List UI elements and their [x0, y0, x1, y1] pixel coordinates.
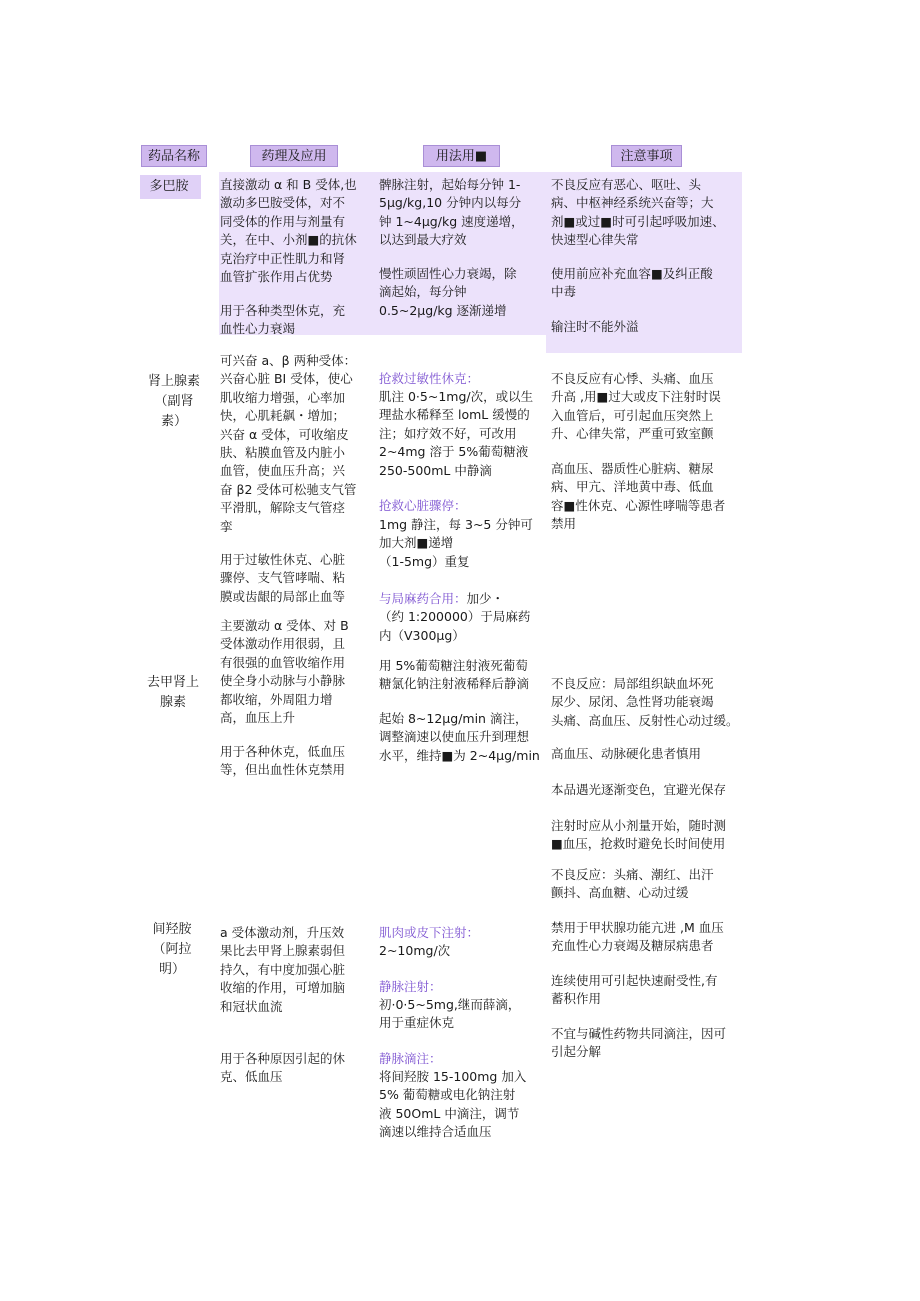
header-pharmacology: 药理及应用: [250, 145, 338, 167]
usage-text: 初·0·5~5mg,继而薛滴， 用于重症休克: [379, 997, 521, 1031]
header-notes: 注意事项: [611, 145, 682, 167]
notes-text: 不宜与碱性药物共同滴注，因可 引起分解: [551, 1026, 727, 1060]
usage-text-tail: [379, 590, 549, 645]
usage-subheading: 静脉注射：: [379, 979, 442, 994]
usage-subheading: 与局麻药合用：: [379, 591, 467, 606]
usage-subheading: 肌肉或皮下注射：: [379, 925, 480, 940]
usage-text: 2~10mg/次: [379, 943, 451, 958]
notes-text: 不良反应：局部组织缺血坏死 尿少、尿闭、急性肾功能衰竭 头痛、高血压、反射性心动过缓。: [551, 676, 739, 728]
notes-text: 不良反应有恶心、呕吐、头 病、中枢神经系统兴奋等；大 剂■或过■时可引起呼吸加速、 快速型心律失常: [551, 177, 725, 248]
usage-subheading: 抢救心脏骤停：: [379, 498, 467, 513]
notes-text: 禁用于甲状腺功能亢进 ,M 血压 充血性心力衰竭及糖尿病患者: [551, 920, 724, 954]
usage-subheading: 抢救过敏性休克：: [379, 371, 480, 386]
usage-text: 1mg 静注，每 3~5 分钟可 加大剂■递增 （1-5mg）重复: [379, 517, 533, 569]
drug-name: 去甲肾上 腺素: [146, 675, 199, 710]
pharmacology-text: 主要激动 α 受体、对 B 受体激动作用很弱，且 有很强的血管收缩作用 使全身小动脉与小静脉 都收缩，外周阻力增 高，血压上升: [220, 618, 349, 726]
usage-text: 用 5%葡萄糖注射液死葡萄 糖氯化钠注射液稀释后静滴: [379, 658, 530, 692]
pharmacology-text: 直接激动 α 和 B 受体,也 激动多巴胺受体，对不 同受体的作用与剂量有 关，在中、小剂■的抗休 克治疗中正性肌力和肾 血管扩张作用占优势: [220, 177, 357, 285]
drug-name: 肾上腺素 （副肾 素）: [147, 374, 200, 429]
notes-text: 高血压、器质性心脏病、糖尿 病、甲亢、洋地黄中毒、低血 容■性休克、心源性哮喘等患者 禁用: [551, 461, 726, 532]
usage-text: 将间羟胺 15-100mg 加入 5% 葡萄糖或电化钠注射 液 50OmL 中滴注，调节 滴速以维持合适血压: [379, 1069, 527, 1140]
pharmacology-text: 用于各种类型休克，充 血性心力衰竭: [220, 303, 346, 337]
row-highlight-extension: [546, 335, 742, 353]
header-usage: 用法用■: [423, 145, 500, 167]
header-drug-name: 药品名称: [141, 145, 207, 167]
usage-text: 起始 8~12μg/min 滴注， 调整滴速以使血压升到理想 水平，维持■为 2~4μg/min: [379, 711, 540, 763]
usage-subheading: 静脉滴注：: [379, 1051, 442, 1066]
pharmacology-text: 可兴奋 a、β 两种受体： 兴奋心脏 BI 受体，使心 肌收缩力增强，心率加 快，心肌耗飙・增加； 兴奋 α 受体，可收缩皮 肤、粘膜血管及内脏小 血管，使血压升高；兴 奋 β2 受体可松驰支气管 平滑肌，解除支气管痉 挛: [220, 353, 357, 534]
pharmacology-text: 用于过敏性休克、心脏 骤停、支气管哮喘、粘 膜或齿龈的局部止血等: [220, 552, 346, 604]
notes-text: 高血压、动脉硬化患者慎用: [551, 746, 702, 761]
usage-text: 肌注 0·5~1mg/次，或以生 理盐水稀释至 lomL 缓慢的 注；如疗效不好，可改用 2~4mg 溶于 5%葡萄糖液 250-500mL 中静滴: [379, 389, 534, 478]
notes-text: 使用前应补充血容■及纠正酸 中毒: [551, 266, 713, 300]
pharmacology-text: a 受体激动剂，升压效 果比去甲肾上腺素弱但 持久，有中度加强心脏 收缩的作用，可增加脑 和冠状血流: [220, 925, 346, 1014]
notes-text: 输注时不能外溢: [551, 319, 639, 334]
drug-name: 间羟胺 （阿拉 明）: [152, 922, 192, 977]
pharmacology-text: 用于各种原因引起的休 克、低血压: [220, 1051, 346, 1085]
usage-text: 加少・ （约 1:200000）于局麻药 内（V300μg）: [379, 591, 531, 643]
notes-text: 注射时应从小剂量开始，随时测 ■血压，抢救时避免长时间使用: [551, 818, 727, 852]
notes-text: 不良反应有心悸、头痛、血压 升高 ,用■过大或皮下注射时误 入血管后，可引起血压突然上 升、心律失常，严重可致室颤: [551, 371, 721, 442]
notes-text: 连续使用可引起快速耐受性,有 蓄积作用: [551, 973, 718, 1007]
pharmacology-text: 用于各种休克，低血压 等，但出血性休克禁用: [220, 744, 346, 778]
notes-text: 不良反应：头痛、潮红、出汗 颤抖、高血糖、心动过缓: [551, 867, 714, 901]
drug-name: 多巴胺: [149, 179, 189, 194]
usage-text: 髀脉注射，起始每分钟 1- 5μg/kg,10 分钟内以每分 钟 1~4μg/kg 速度递增， 以达到最大疗效: [379, 177, 524, 248]
notes-text: 本品遇光逐渐变色，宜避光保存: [551, 782, 727, 797]
usage-text: 慢性顽固性心力衰竭，除 滴起始，每分钟 0.5~2μg/kg 逐渐递增: [379, 266, 517, 318]
